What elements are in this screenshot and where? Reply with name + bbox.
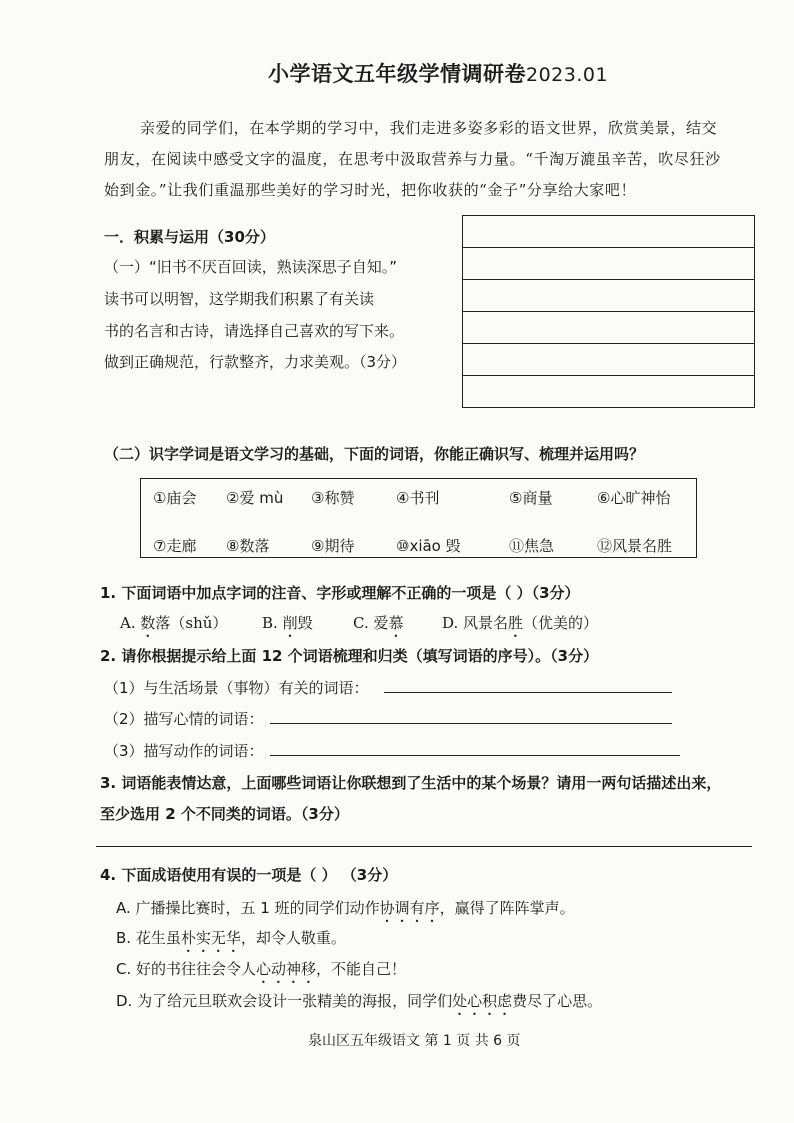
q4-c-pre: C. 好的书往往会令人 [116,960,257,978]
q1-b-post: 毁 [297,614,313,632]
word-item: ⑩xiāo 毁 [396,537,461,555]
q1-option-b[interactable] [262,612,313,641]
word-item: ⑨期待 [311,537,355,555]
intro-line-1: 亲爱的同学们，在本学期的学习中，我们走进多姿多彩的语文世界，欣赏美景，结交 [140,119,718,137]
word-item: ⑦走廊 [153,537,197,555]
q1-c-dotted: 慕 [388,614,404,632]
q4-d-post: 费尽了心思。 [512,992,603,1010]
q1-c-pre: C. 爱 [353,614,389,632]
title-date: 2023.01 [526,64,609,86]
q2-item-1: （1）与生活场景（事物）有关的词语： [104,679,369,697]
q2-answer-line-3[interactable] [270,755,680,756]
q1-option-d[interactable] [442,612,598,641]
word-item: ⑥心旷神怡 [597,489,671,507]
q1-d-post: （优美的） [523,614,599,632]
word-item: ⑧数落 [226,537,270,555]
intro-line-3: 始到金。”让我们重温那些美好的学习时光，把你收获的“金子”分享给大家吧！ [104,181,637,199]
q3-line-2: 至少选用 2 个不同类的词语。（3分） [100,805,349,823]
q4-option-c[interactable] [116,958,406,987]
q4-c-post: ，不能自己！ [316,960,407,978]
word-item: ②爱 mù [226,489,284,507]
q4-a-post: ，赢得了阵阵掌声。 [439,899,575,917]
q3-line-1: 3. 词语能表情达意，上面哪些词语让你联想到了生活中的某个场景？请用一两句话描述出来， [100,774,722,792]
q4-c-dotted: 心动神移 [256,960,317,978]
writing-line[interactable] [463,312,754,344]
q1-b-dotted: 削 [282,614,298,632]
q4-a-pre: A. 广播操比赛时，五 1 班的同学们动作 [116,899,380,917]
q4-b-pre: B. 花生虽 [116,929,181,947]
section1-heading: 一．积累与运用（30分） [104,228,275,246]
word-item: ⑤商量 [509,489,553,507]
q2-item-2: （2）描写心情的词语： [104,710,264,728]
word-item: ⑫风景名胜 [597,537,673,555]
q4-d-pre: D. 为了给元旦联欢会设计一张精美的海报，同学们 [116,992,453,1010]
writing-line[interactable] [463,216,754,248]
word-list-box [140,478,697,558]
intro-line-2: 朋友，在阅读中感受文字的温度，在思考中汲取营养与力量。“千淘万漉虽辛苦，吹尽狂沙 [104,150,721,168]
q4-d-dotted: 处心积虑 [452,992,513,1010]
q1-stem: 1. 下面词语中加点字词的注音、字形或理解不正确的一项是（ ）（3分） [100,584,580,602]
part1-line-2: 读书可以明智，这学期我们积累了有关读 [104,290,375,308]
writing-line[interactable] [463,248,754,280]
part1-line-4: 做到正确规范，行款整齐，力求美观。（3分） [104,353,407,371]
q1-option-c[interactable] [353,612,404,641]
q1-a-pre: A. [120,614,141,632]
word-item: ③称赞 [311,489,355,507]
title-main: 小学语文五年级学情调研卷 [268,62,526,86]
q2-answer-line-1[interactable] [384,692,672,693]
writing-answer-box[interactable] [462,215,755,408]
q1-option-a[interactable] [120,612,227,641]
q1-a-post: 落（shǔ） [155,614,228,632]
writing-line[interactable] [463,344,754,376]
writing-line[interactable] [463,376,754,408]
q1-b-pre: B. [262,614,283,632]
q2-item-3: （3）描写动作的词语： [104,742,264,760]
word-item: ④书刊 [396,489,440,507]
q3-answer-line[interactable] [96,846,752,847]
part1-line-1: （一）“旧书不厌百回读，熟读深思子自知。” [104,258,398,276]
part2-heading: （二）识字学词是语文学习的基础，下面的词语，你能正确识写、梳理并运用吗？ [104,445,645,463]
word-item: ①庙会 [153,489,197,507]
q1-a-dotted: 数 [140,614,156,632]
q1-d-dotted: 胜 [508,614,524,632]
word-item: ⑪焦急 [509,537,555,555]
q2-answer-line-2[interactable] [270,723,672,724]
q4-option-d[interactable] [116,990,602,1019]
q4-option-a[interactable] [116,897,575,926]
q4-a-dotted: 协调有序 [379,899,440,917]
writing-line[interactable] [463,280,754,312]
q4-stem: 4. 下面成语使用有误的一项是（ ） （3分） [100,866,398,884]
q4-b-post: ，却令人敬重。 [240,929,346,947]
page-footer: 泉山区五年级语文 第 1 页 共 6 页 [308,1033,521,1049]
q4-b-dotted: 朴实无华 [180,929,241,947]
q1-d-pre: D. 风景名 [442,614,509,632]
q2-stem: 2. 请你根据提示给上面 12 个词语梳理和归类（填写词语的序号）。（3分） [100,647,599,665]
part1-line-3: 书的名言和古诗，请选择自己喜欢的写下来。 [104,322,405,340]
q4-option-b[interactable] [116,927,346,956]
page-title [268,58,608,88]
